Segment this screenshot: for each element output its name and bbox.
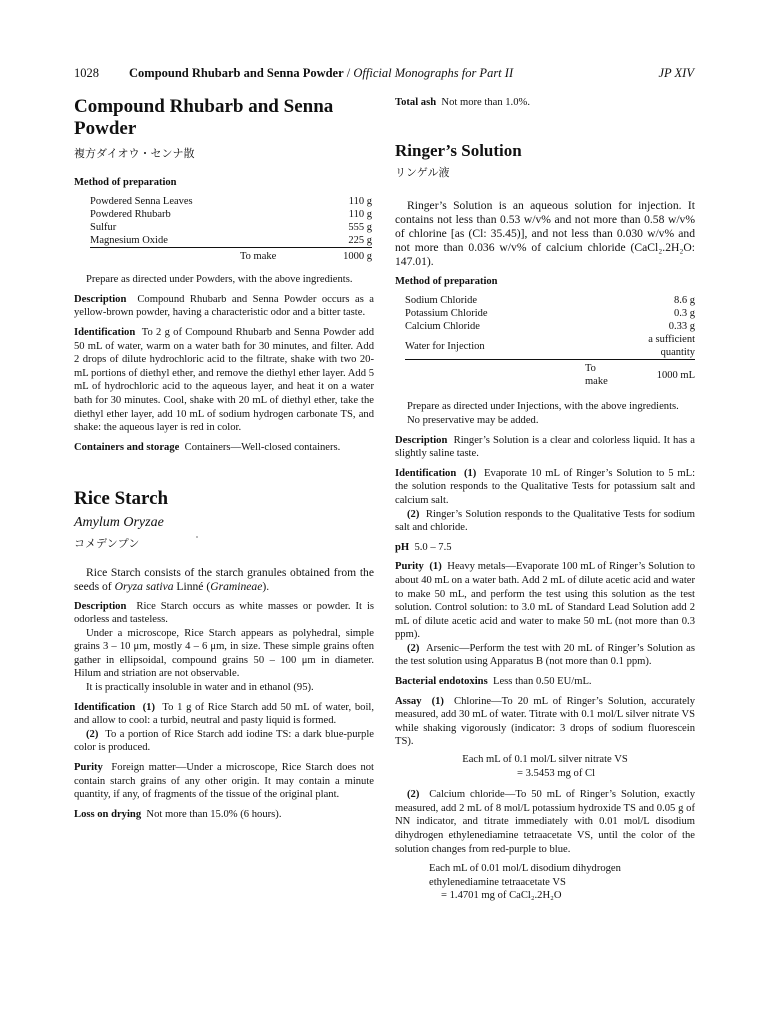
table-row: [90, 195, 372, 208]
equivalence-line: = 1.4701 mg of CaCl₂.2H₂O: [441, 890, 562, 902]
ingredients-table: [90, 195, 372, 263]
purity-paragraph: [74, 761, 374, 802]
species-name: Oryza sativa: [114, 579, 174, 593]
ingredients-table: [405, 294, 695, 388]
ingredient-name: Water for Injection: [405, 340, 485, 352]
preservative-text: No preservative may be added.: [407, 414, 539, 426]
total-label: To make: [405, 360, 619, 389]
total-ash-paragraph: [395, 96, 695, 110]
id-number: (1): [463, 467, 477, 479]
solubility-text: It is practically insoluble in water and in ethanol (95).: [86, 682, 314, 694]
equivalence-line: Each mL of 0.01 mol/L disodium dihydrogen: [429, 863, 621, 875]
table-row: [405, 307, 695, 320]
identification-label: Identification: [395, 467, 457, 479]
author-name: Linné (: [173, 579, 211, 593]
japanese-name: リンゲル液: [395, 167, 450, 180]
assay-text: Chlorine—To 20 mL of Ringer’s Solution, accurately measured, add 30 mL of water. Titrate with 0.1 mol/L silver nitrate VS while shaking vigorously (indicator: 3 drops of sodium fluorescein TS).: [395, 695, 696, 748]
japanese-name: 複方ダイオウ・センナ散: [74, 148, 195, 160]
ingredient-amount: 0.3 g: [674, 308, 695, 320]
intro-end: ).: [262, 579, 270, 593]
purity-number: (1): [429, 561, 442, 573]
page-number: 1028: [74, 66, 99, 80]
ph-text: 5.0 – 7.5: [414, 541, 452, 553]
identification-2-paragraph: [395, 508, 695, 535]
method-heading: Method of preparation: [395, 275, 498, 287]
loss-on-drying-label: Loss on drying: [74, 808, 142, 820]
identification-2-paragraph: [74, 728, 374, 755]
monograph-title: Compound Rhubarb and Senna Powder: [74, 96, 334, 139]
identification-paragraph: [74, 701, 374, 728]
intro-text: Ringer’s Solution is an aqueous solution for injection. It contains not less than 0.53 w/v% and not more than 0.58 w/v% of chlorine [as (Cl: 35.45)], and not less than 0.030 w/v% and not more than 0.036 w/v% of calcium chloride (CaCl₂.2H₂O: 147.01).: [395, 198, 695, 268]
ingredient-amount: 8.6 g: [674, 295, 695, 307]
running-title-left: Compound Rhubarb and Senna Powder: [129, 66, 344, 80]
equivalence-line: = 3.5453 mg of Cl: [516, 767, 596, 779]
id-number: (2): [86, 728, 99, 740]
assay-paragraph: [395, 695, 695, 749]
description-label: Description: [74, 600, 127, 612]
family-name: Gramineae: [210, 579, 263, 593]
id-text: Ringer’s Solution responds to the Qualitative Tests for sodium salt and chloride.: [395, 508, 696, 534]
purity-text: Arsenic—Perform the test with 20 mL of Ringer’s Solution as the test solution using Apparatus B (not more than 0.1 ppm).: [395, 642, 696, 668]
endotoxin-text: Less than 0.50 EU/mL.: [493, 676, 592, 688]
ingredient-name: Powdered Senna Leaves: [90, 196, 193, 208]
id-text: To 1 g of Rice Starch add 50 mL of water, boil, and allow to cool: a turbid, neutral and pasty liquid is formed.: [74, 701, 375, 727]
total-amount: 1000 g: [334, 248, 372, 264]
description-paragraph: [74, 600, 374, 627]
description-text: Compound Rhubarb and Senna Powder occurs as a yellow-brown powder, having a characteristic odor and a bitter taste.: [74, 293, 375, 319]
purity-label: Purity: [74, 762, 103, 774]
description-label: Description: [74, 293, 127, 305]
ingredient-amount: 110 g: [348, 209, 372, 221]
monograph-title: Rice Starch: [74, 488, 169, 510]
identification-label: Identification: [74, 701, 136, 713]
assay-2-paragraph: [395, 788, 695, 856]
description-paragraph: [395, 434, 695, 461]
ingredient-name: Potassium Chloride: [405, 308, 488, 320]
id-number: (1): [142, 701, 155, 713]
method-heading: Method of preparation: [74, 176, 177, 188]
table-total-row: [405, 360, 695, 389]
japanese-name: コメデンプン: [74, 537, 140, 550]
monograph-rice-starch: [74, 488, 374, 821]
table-total-row: [90, 248, 372, 264]
latin-name: Amylum Oryzae: [74, 515, 164, 531]
equivalence-line: Each mL of 0.1 mol/L silver nitrate VS: [462, 754, 628, 766]
microscopy-text: Under a microscope, Rice Starch appears as polyhedral, simple grains 3 – 10 μm, mostly 4 – 6 μm, in size. These simple grains often gather in ellipsoidal, compound grains 50 – 100 μm in diameter. Hilum and striation are not observable.: [74, 627, 374, 680]
page-header: [74, 66, 694, 84]
assay-equivalence-2: [395, 862, 695, 903]
ingredient-name: Calcium Chloride: [405, 321, 480, 333]
running-title-section: Official Monographs for Part II: [353, 66, 514, 80]
description-label: Description: [395, 434, 448, 446]
ingredient-name: Sodium Chloride: [405, 295, 478, 307]
description-paragraph: [74, 293, 374, 320]
id-text: To a portion of Rice Starch add iodine TS: a dark blue-purple color is produced.: [74, 728, 375, 754]
identification-paragraph: [74, 326, 374, 435]
identification-text: To 2 g of Compound Rhubarb and Senna Powder add 50 mL of water, warm on a water bath for 30 minutes, and filter. Add 2 drops of dilute hydrochloric acid to the filtrate, shake with two 20-mL portions of diethyl ether, and remove the diethyl ether layer. Add 5 mL of hydrochloric acid to the aqueous layer, and heat it on a water bath for 30 minutes. Cool, shake with 20 mL of diethyl ether, take the diethyl ether layer, add 10 mL of sodium hydrogen carbonate TS, and shake: the aqueous layer is red in color.: [74, 326, 374, 434]
monograph-compound-rhubarb: [74, 96, 374, 454]
ingredient-amount: 225 g: [348, 235, 372, 247]
assay-number: (1): [431, 695, 444, 707]
containers-paragraph: [74, 441, 374, 455]
description-text: Rice Starch occurs as white masses or powder. It is odorless and tasteless.: [74, 600, 375, 626]
left-column: [74, 96, 374, 827]
total-ash-label: Total ash: [395, 97, 437, 108]
endotoxin-label: Bacterial endotoxins: [395, 676, 488, 688]
total-label: To make: [90, 248, 334, 264]
purity-text: Heavy metals—Evaporate 100 mL of Ringer’s Solution to about 40 mL on a water bath. Add 2 mL of dilute acetic acid and water to make 50 mL, and perform the test using this solution as the test solution. Control solution: to 3.0 mL of Standard Lead Solution add 2 mL of dilute acetic acid and water to make 50 mL (not more than 0.3 ppm).: [395, 561, 695, 641]
intro-paragraph: [74, 566, 374, 594]
loss-on-drying-text: Not more than 15.0% (6 hours).: [146, 808, 282, 820]
identification-paragraph: [395, 467, 695, 508]
table-row: [90, 208, 372, 221]
assay-equivalence-1: [395, 753, 695, 780]
monograph-ringers-solution: [395, 140, 696, 903]
ingredient-amount: 0.33 g: [668, 321, 695, 333]
table-row: [90, 234, 372, 248]
prepare-text: Prepare as directed under Powders, with the above ingredients.: [86, 274, 353, 286]
ph-label: pH: [395, 541, 410, 553]
pharmacopoeia-label: JP XIV: [658, 66, 694, 80]
ph-paragraph: [395, 541, 695, 555]
equivalence-line: ethylenediamine tetraacetate VS: [429, 876, 566, 888]
running-title-separator: /: [346, 66, 351, 80]
assay-text: Calcium chloride—To 50 mL of Ringer’s Solution, exactly measured, add 2 mL of 8 mol/L potassium hydroxide TS and 0.05 g of NN indicator, and titrate immediately with 0.01 mol/L disodium dihydrogen ethylenediamine tetraacetate VS, until the color of the solution changes from red-purple to blue.: [395, 789, 696, 855]
intro-text: Rice Starch consists of the starch granules obtained from the seeds of: [74, 565, 374, 593]
table-row: [405, 320, 695, 333]
containers-text: Containers—Well-closed containers.: [184, 441, 341, 453]
id-number: (2): [407, 508, 420, 520]
assay-number: (2): [407, 789, 420, 801]
table-row: [405, 333, 695, 360]
purity-2-paragraph: [395, 642, 695, 669]
stray-mark: [196, 536, 198, 538]
id-text: Evaporate 10 mL of Ringer’s Solution to 5 mL: the solution responds to the Qualitative Tests for potassium salt and calcium salt.: [395, 467, 696, 506]
ingredient-amount: 555 g: [348, 222, 372, 234]
running-title: [129, 66, 513, 81]
prepare-text: Prepare as directed under Injections, with the above ingredients.: [407, 401, 679, 413]
purity-label: Purity: [395, 561, 424, 573]
purity-text: Foreign matter—Under a microscope, Rice Starch does not contain starch grains of any other origin. It may contain a minute quantity, if any, of fragments of the tissue of the original plant.: [74, 762, 374, 801]
total-ash-text: Not more than 1.0%.: [441, 97, 530, 108]
loss-on-drying-paragraph: [74, 808, 374, 822]
purity-number: (2): [407, 642, 420, 654]
containers-label: Containers and storage: [74, 441, 180, 453]
table-row: [405, 294, 695, 307]
ingredient-name: Powdered Rhubarb: [90, 209, 171, 221]
purity-paragraph: [395, 560, 695, 642]
table-row: [90, 221, 372, 234]
monograph-title: Ringer’s Solution: [395, 140, 522, 160]
ingredient-name: Magnesium Oxide: [90, 235, 168, 247]
ingredient-name: Sulfur: [90, 222, 117, 234]
ingredient-amount: 110 g: [348, 196, 372, 208]
total-amount: 1000 mL: [619, 360, 695, 389]
right-column: [395, 96, 695, 903]
assay-label: Assay: [395, 695, 422, 707]
ingredient-amount: a sufficient quantity: [648, 334, 695, 359]
endotoxin-paragraph: [395, 675, 695, 689]
description-text: Ringer’s Solution is a clear and colorless liquid. It has a slightly saline taste.: [395, 434, 695, 460]
identification-label: Identification: [74, 326, 136, 338]
